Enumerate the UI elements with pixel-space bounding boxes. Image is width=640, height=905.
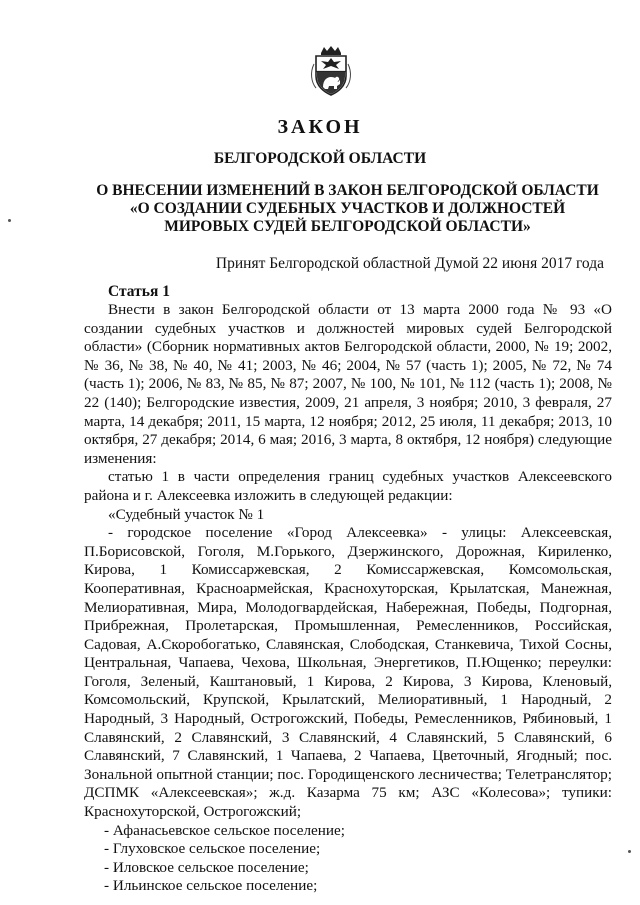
list-item: - Афанасьевское сельское поселение; [104,821,345,839]
document-body [84,301,612,896]
body-paragraph: - городское поселение «Город Алексеевка» - улицы: Алексеевская, П.Борисовской, Гоголя, М.Горького, Дзержинского, Дорожная, Кириленко, Кирова, 1 Комиссаржевская, 2 Комиссаржевская, Комсомольская, Кооперативная, Красноармейская, Краснохуторская, Крылатская, Манежная, Мелиоративная, Мира, Молодогвардейская, Набережная, Победы, Подгорная, Прибрежная, Пролетарская, Промышленная, Ремесленников, Российская, Садовая, А.Скоробогатько, Славянская, Слободская, Станкевича, Тихой Сосны, Центральная, Чапаева, Чехова, Школьная, Энергетиков, П.Ющенко; переулки: Гоголя, Зеленый, Каштановый, 1 Кирова, 2 Кирова, 3 Кирова, Кленовый, Комсомольский, Крупской, Крылатский, Мелиоративный, 1 Народный, 2 Народный, 3 Народный, Острогожский, Победы, Ремесленников, Рябиновый, 1 Славянский, 2 Славянский, 3 Славянский, 4 Славянский, 5 Славянский, 6 Славянский, 7 Славянский, 1 Чапаева, 2 Чапаева, Цветочный, Ягодный; пос. Зональной опытной станции; пос. Городищенского лесничества; Телетранслятор; ДСПМК «Алексеевская»; ж.д. Казарма 75 км; АЗС «Колесова»; тупики: Краснохуторской, Острогожский; [84,524,612,821]
margin-mark [628,850,631,853]
margin-mark [8,219,11,222]
law-heading [70,182,625,236]
list-item: - Глуховское сельское поселение; [104,840,321,858]
adoption-note: Принят Белгородской областной Думой 22 июня 2017 года [215,255,604,272]
document-title: ЗАКОН [277,116,363,138]
heading-line: О ВНЕСЕНИИ ИЗМЕНЕНИЙ В ЗАКОН БЕЛГОРОДСКОЙ ОБЛАСТИ [96,182,599,199]
body-paragraph: «Судебный участок № 1 [108,505,265,523]
body-paragraph: статью 1 в части определения границ судебных участков Алексеевского района и г. Алексеевка изложить в следующей редакции: [84,468,612,504]
document-subtitle: БЕЛГОРОДСКОЙ ОБЛАСТИ [213,150,427,167]
list-item: - Иловское сельское поселение; [104,858,309,876]
list-item: - Ильинское сельское поселение; [104,877,318,895]
heading-line: «О СОЗДАНИИ СУДЕБНЫХ УЧАСТКОВ И ДОЛЖНОСТЕЙ [129,200,566,217]
body-paragraph: Внести в закон Белгородской области от 13 марта 2000 года № 93 «О создании судебных участков и должностей мировых судей Белгородской области» (Сборник нормативных актов Белгородской области, 2000, № 19; 2002, № 36, № 38, № 40, № 41; 2003, № 46; 2004, № 57 (часть 1); 2005, № 72, № 74 (часть 1); 2006, № 83, № 85, № 87; 2007, № 100, № 101, № 112 (часть 1); 2008, № 22 (140); Белгородские известия, 2009, 21 апреля, 3 ноября; 2010, 3 февраля, 27 марта, 14 декабря; 2011, 15 марта, 12 ноября; 2012, 25 июля, 11 декабря; 2013, 10 октября, 27 декабря; 2014, 6 мая; 2016, 3 марта, 8 октября, 12 ноября) следующие изменения: [84,301,612,467]
article-title: Статья 1 [108,283,170,300]
belgorod-coat-of-arms-icon [304,44,358,98]
heading-line: МИРОВЫХ СУДЕЙ БЕЛГОРОДСКОЙ ОБЛАСТИ» [164,218,531,235]
